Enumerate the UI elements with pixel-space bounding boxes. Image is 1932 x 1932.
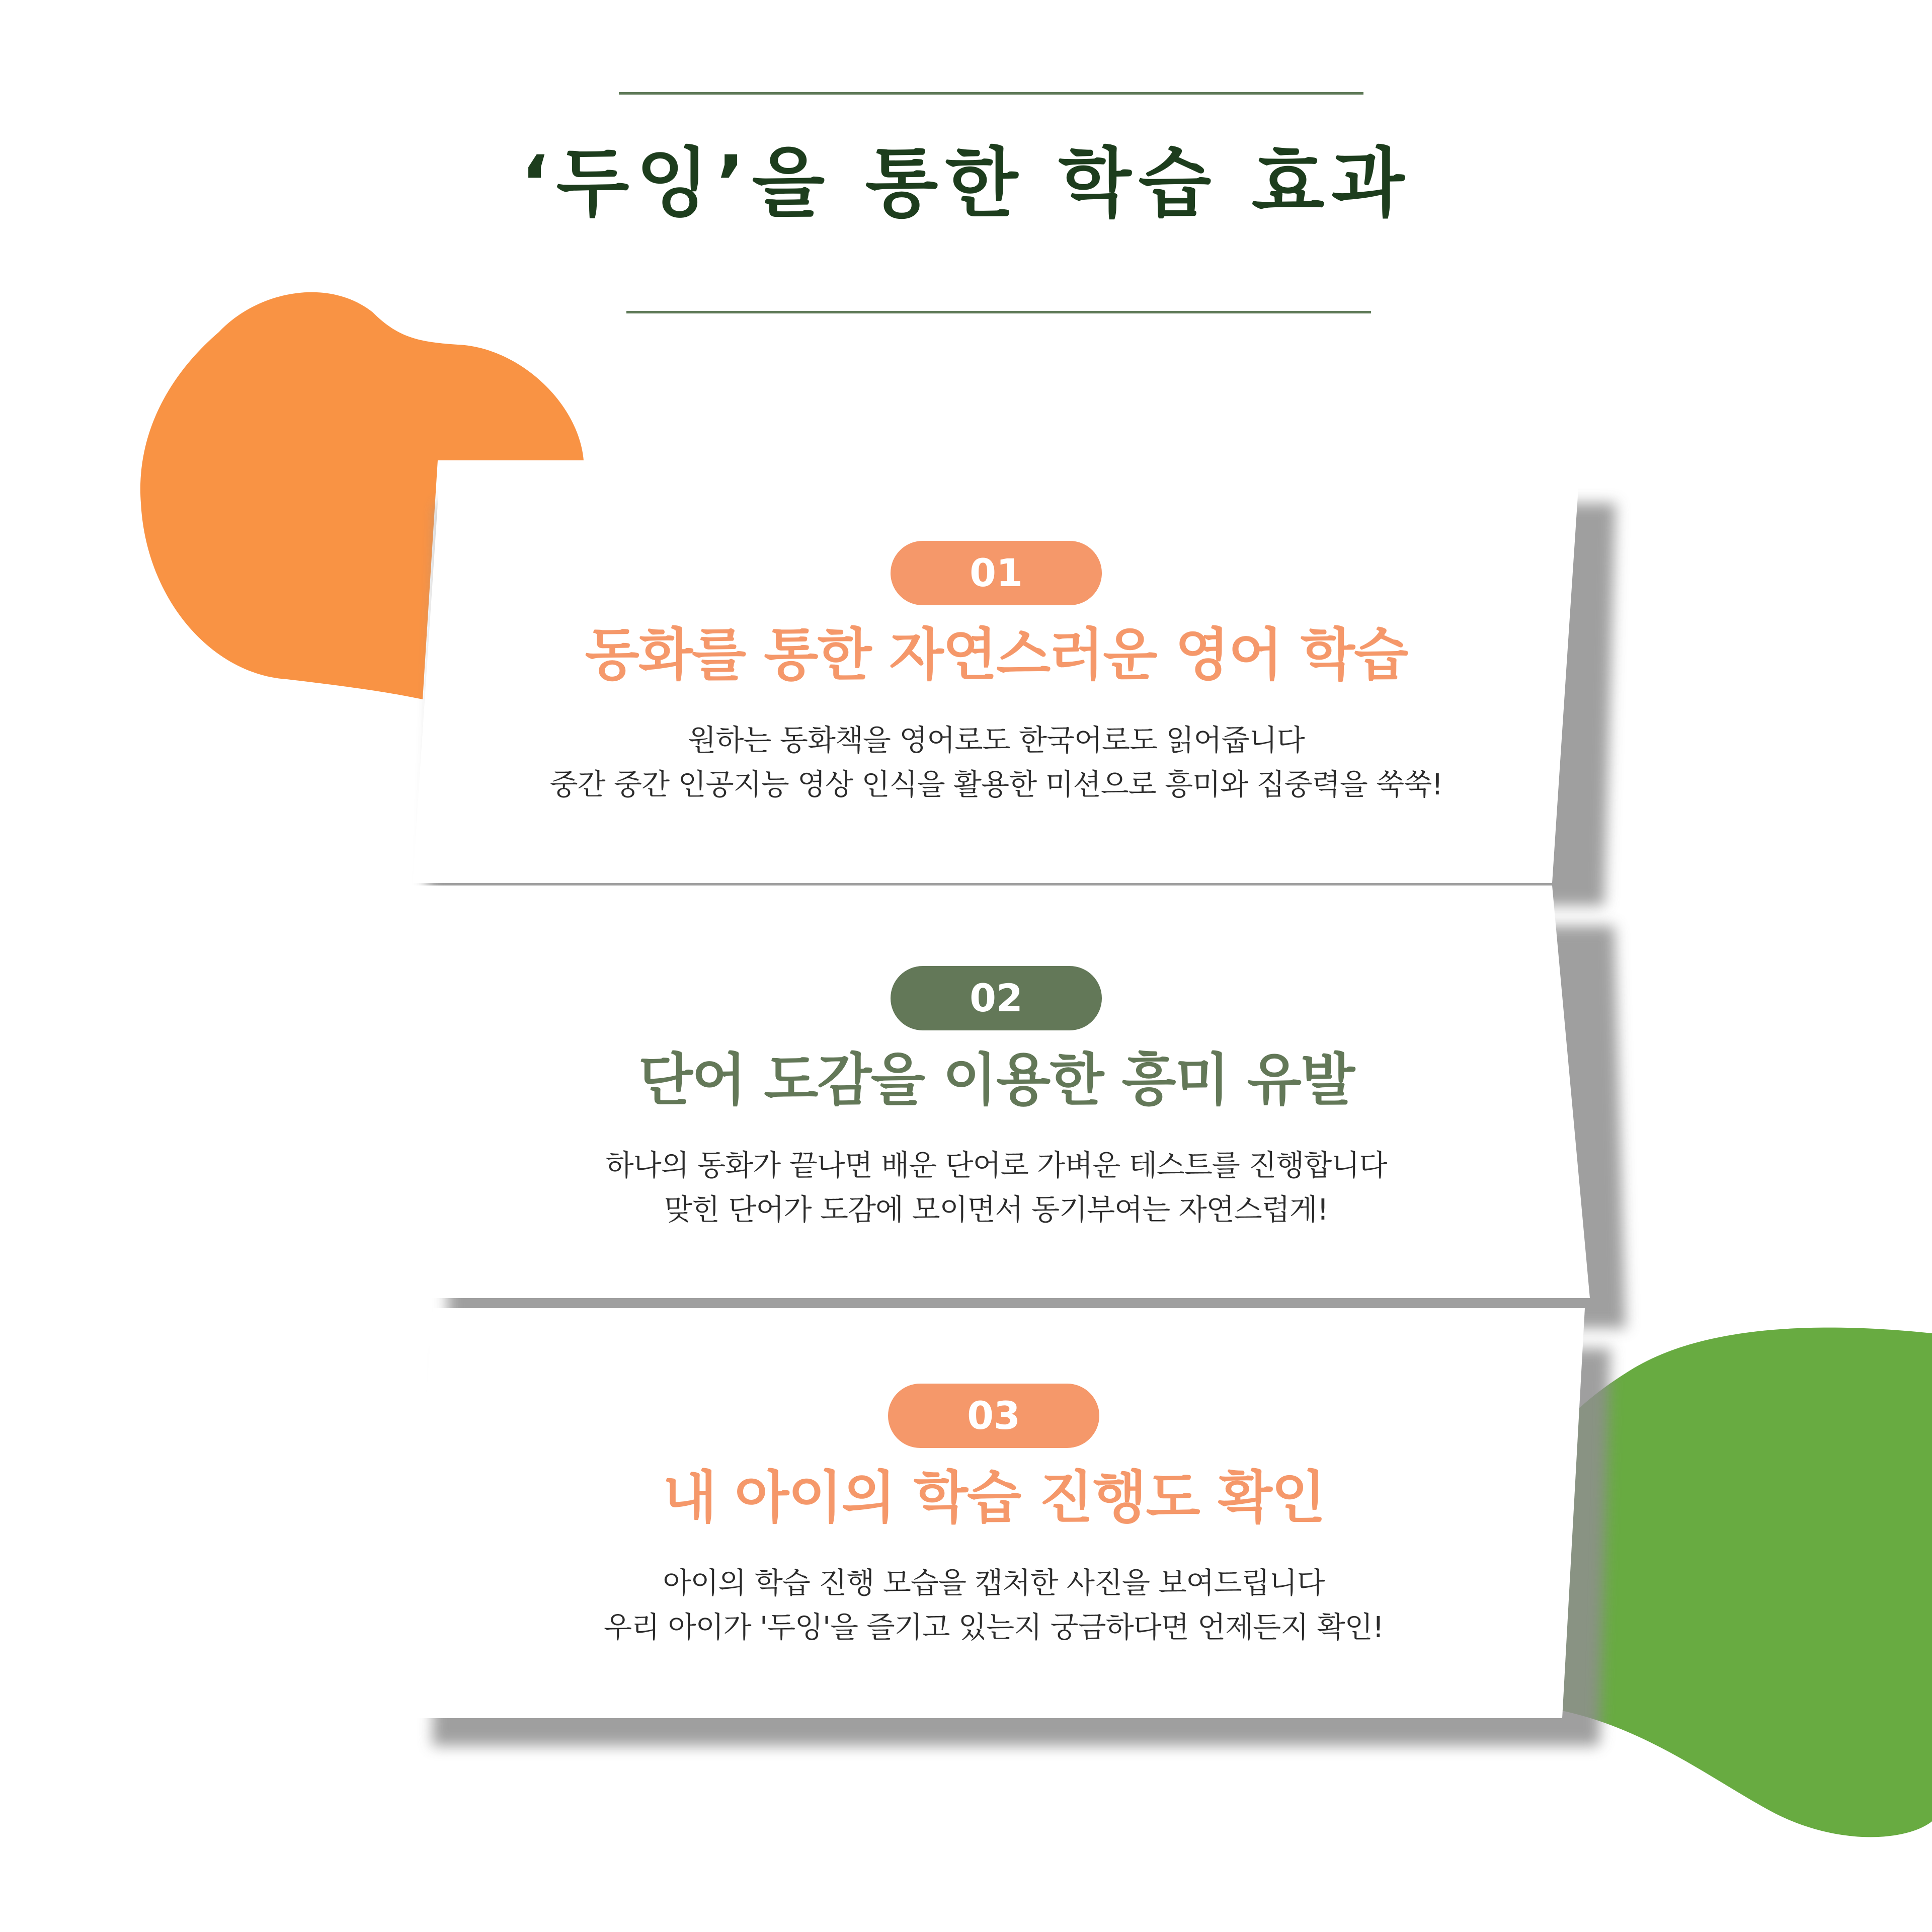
card-3-desc-line-1: 아이의 학습 진행 모습을 캡처한 사진을 보여드립니다	[663, 1566, 1325, 1600]
card-1-desc-line-1: 원하는 동화책을 영어로도 한국어로도 읽어줍니다	[688, 723, 1305, 758]
card-1-heading: 동화를 통한 자연스러운 영어 학습	[585, 622, 1408, 688]
card-3	[403, 1308, 1585, 1718]
card-1-number-badge: 01	[891, 541, 1102, 605]
card-3-heading: 내 아이의 학습 진행도 확인	[662, 1465, 1325, 1531]
card-2	[403, 886, 1590, 1298]
card-1-description	[413, 718, 1580, 807]
card-3-number-badge: 03	[888, 1384, 1099, 1448]
card-1	[413, 465, 1580, 883]
card-2-desc-line-2: 맞힌 단어가 도감에 모이면서 동기부여는 자연스럽게!	[664, 1192, 1329, 1227]
header-top-rule	[619, 92, 1363, 95]
page-title: ‘두잉’을 통한 학습 효과	[520, 140, 1412, 227]
card-1-desc-line-2: 중간 중간 인공지능 영상 인식을 활용한 미션으로 흥미와 집중력을 쑥쑥!	[549, 767, 1443, 802]
header-bottom-rule	[626, 311, 1371, 313]
card-3-description	[403, 1561, 1585, 1649]
card-2-number-badge: 02	[891, 966, 1102, 1030]
card-2-description	[403, 1143, 1590, 1232]
card-2-heading: 단어 도감을 이용한 흥미 유발	[638, 1048, 1354, 1113]
card-3-desc-line-2: 우리 아이가 '두잉'을 즐기고 있는지 궁금하다면 언제든지 확인!	[604, 1610, 1384, 1645]
card-2-desc-line-1: 하나의 동화가 끝나면 배운 단어로 가벼운 테스트를 진행합니다	[605, 1148, 1387, 1183]
